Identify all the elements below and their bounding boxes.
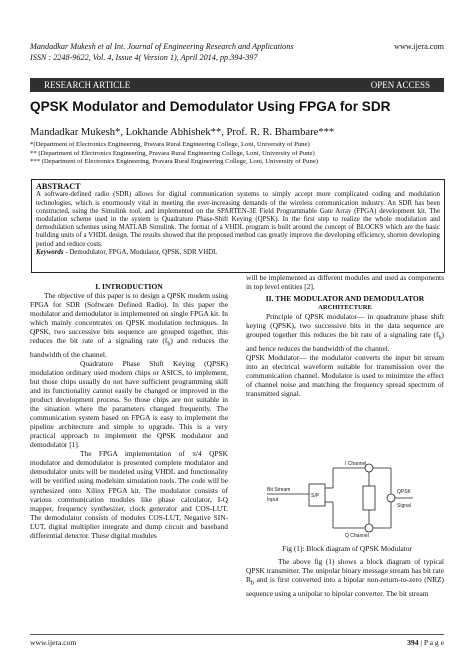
subscript: b (250, 580, 255, 587)
figure-caption: Fig (1): Block diagram of QPSK Modulator (282, 544, 412, 553)
summer (387, 494, 395, 502)
input-label-2: Input (267, 497, 279, 503)
para-text: Principle of QPSK modulator— in quadrature phase shift keying (QPSK), two successive bits in the data sequence are grouped together this reduces the bit rate of a signaling rate (f (246, 312, 444, 340)
q-channel-label: Q Channel (345, 533, 369, 539)
affiliation: *(Department of Electronics Engineering, Pravara Rural Engineering College, Loni, University of Pune) (30, 141, 310, 148)
paragraph: QPSK Modulator— the modulator converts the input bit stream into an electrical waveform suitable for transmission over the communication channel. Modulator is used to minimize the effect of channel noise and matching the frequency spread spectrum of transmitted signal. (246, 352, 444, 399)
para-text: and is first converted into a bipolar non-return-to-zero (NRZ) sequence using a unipolar to bipolar converter. The bit stream (246, 575, 444, 598)
page-number-value: 394 (407, 638, 419, 647)
keywords-text: - Demodulator, FPGA, Modulator, QPSK, SDR VHDL (63, 248, 218, 256)
issn-line: ISSN : 2248-9622, Vol. 4, Issue 4( Version 1), April 2014, pp.394-397 (30, 52, 258, 62)
affiliations (30, 141, 318, 167)
oscillator-block (363, 486, 375, 510)
keywords-line (36, 249, 440, 257)
paragraph: Quadrature Phase Shift Keying (QPSK) modulation ordinary used modern chips or ASICS, to implement, but those chips usually do not have sufficient programming skill and its functionality cannot easily be changed or improved in the product development process. So those chips are not suitable in the situation where the parameters changed frequently. The communication system based on FPGA is easy to implement the pipeline architecture and simple to upgrade. This is a very practical approach to implement the QPSK modulator and demodulator [1]. (30, 358, 228, 450)
footer-website[interactable]: www.ijera.com (30, 638, 77, 647)
section-heading: I. INTRODUCTION (95, 282, 163, 291)
abstract-box (31, 179, 445, 273)
paper-title: QPSK Modulator and Demodulator Using FPGA for SDR (30, 99, 391, 114)
journal-citation: Mandadkar Mukesh et al Int. Journal of Engineering Research and Applications (30, 42, 294, 51)
paragraph (246, 312, 444, 353)
paragraph: The FPGA implementation of π/4 QPSK modulator and demodulator is presented complete modulator and demodulator units will be modeled using VHDL and functionality will be verified using modelsim simulation tools. The code will be synthesized onto Xilinx FPGA kit. The modulator consists of various communication modules like phase calculator, I-Q mapper, frequency synthesizer, clock generator and COS-LUT. The demodulator consists of modules COS-LUT, Negative SIN-LUT, digital multiplier integrate and dump circuit and baseband differential detector. These digital modules (30, 449, 228, 540)
journal-header (30, 42, 444, 63)
journal-website[interactable]: www.ijera.com (394, 42, 444, 51)
page-number (407, 638, 444, 647)
keywords-label: Keywords (36, 248, 64, 256)
sp-label: S/P (311, 493, 320, 499)
paragraph (30, 291, 228, 359)
article-banner (30, 78, 444, 92)
input-label: Bit Stream (267, 487, 291, 493)
para-text: ) and reduces the bandwidth of the channel. (30, 336, 228, 359)
affiliation: *** (Department of Electronics Engineering, Pravara Rural Engineering College, Loni, University of Pune) (30, 158, 319, 166)
subscript: b (438, 335, 442, 342)
right-column (246, 273, 444, 398)
right-column-bottom (246, 557, 444, 598)
footer-divider (30, 634, 444, 635)
para-text: The objective of this paper is to design a QPSK modem using FPGA for SDR (Software Defined Radio). In this paper the modulator and demodulator is implemented on single FPGA kit. In which mainly concentrates on QPSK modulation techniques. In QPSK, two successive bits sequence are grouped together, this reduces the bit rate of a signaling rate (f (30, 291, 228, 346)
affiliation: ** (Department of Electronics Engineering, Pravara Rural Engineering College, Loni, University of Pune) (30, 149, 315, 157)
paragraph (246, 557, 444, 598)
page-label: | P a g e (418, 638, 444, 647)
output-label-2: Signal (397, 503, 411, 509)
page-footer (30, 638, 444, 647)
article-type: RESEARCH ARTICLE (44, 80, 131, 90)
subscript: b (167, 341, 171, 348)
section-subheading: ARCHITECTURE (318, 304, 372, 312)
left-column (30, 282, 228, 540)
para-text: ) and hence reduces the bandwidth of the channel. (246, 330, 444, 353)
q-mixer (365, 524, 373, 532)
i-channel-label: I Channel (345, 461, 367, 467)
qpsk-modulator-diagram (265, 458, 415, 542)
para-text: The above fig (1) shows a block diagram of typical QPSK transmitter. The unipolar binary message stream has bit rate R (246, 557, 444, 585)
section-heading: II. THE MODULATOR AND DEMODULATOR (265, 294, 425, 304)
access-type: OPEN ACCESS (370, 80, 430, 90)
author-list: Mandadkar Mukesh*, Lokhande Abhishek**, Prof. R. R. Bhambare*** (30, 127, 335, 138)
output-label: QPSK (397, 489, 411, 495)
paragraph: will be implemented as different modules and used as components in top level entities [2]. (246, 273, 444, 292)
abstract-heading: ABSTRACT (36, 182, 81, 191)
abstract-body: A software-defined radio (SDR) allows for digital communication systems to simply accept more complicated coding and modulation technologies, which is enormously vital in meeting the ever-increasing demands of the wireless communication industry. An SDR has been constructed, using the Simulink tool, and implemented on the SPARTEN-3E Field Programmable Gate Array (FPGA) development kit. The modulation scheme used in the system is Quadrature Phase-Shift Keying (QPSK). In the first step to realize the whole modulation and demodulation schemes using MATLAB Simulink. The format of a VHDL program is built around the concept of BLOCKS which are the basic building units of a VHDL design. The results showed that the proposed method can greatly improve the developing efficiency, shorten developing period and reduce costs. (36, 191, 440, 248)
